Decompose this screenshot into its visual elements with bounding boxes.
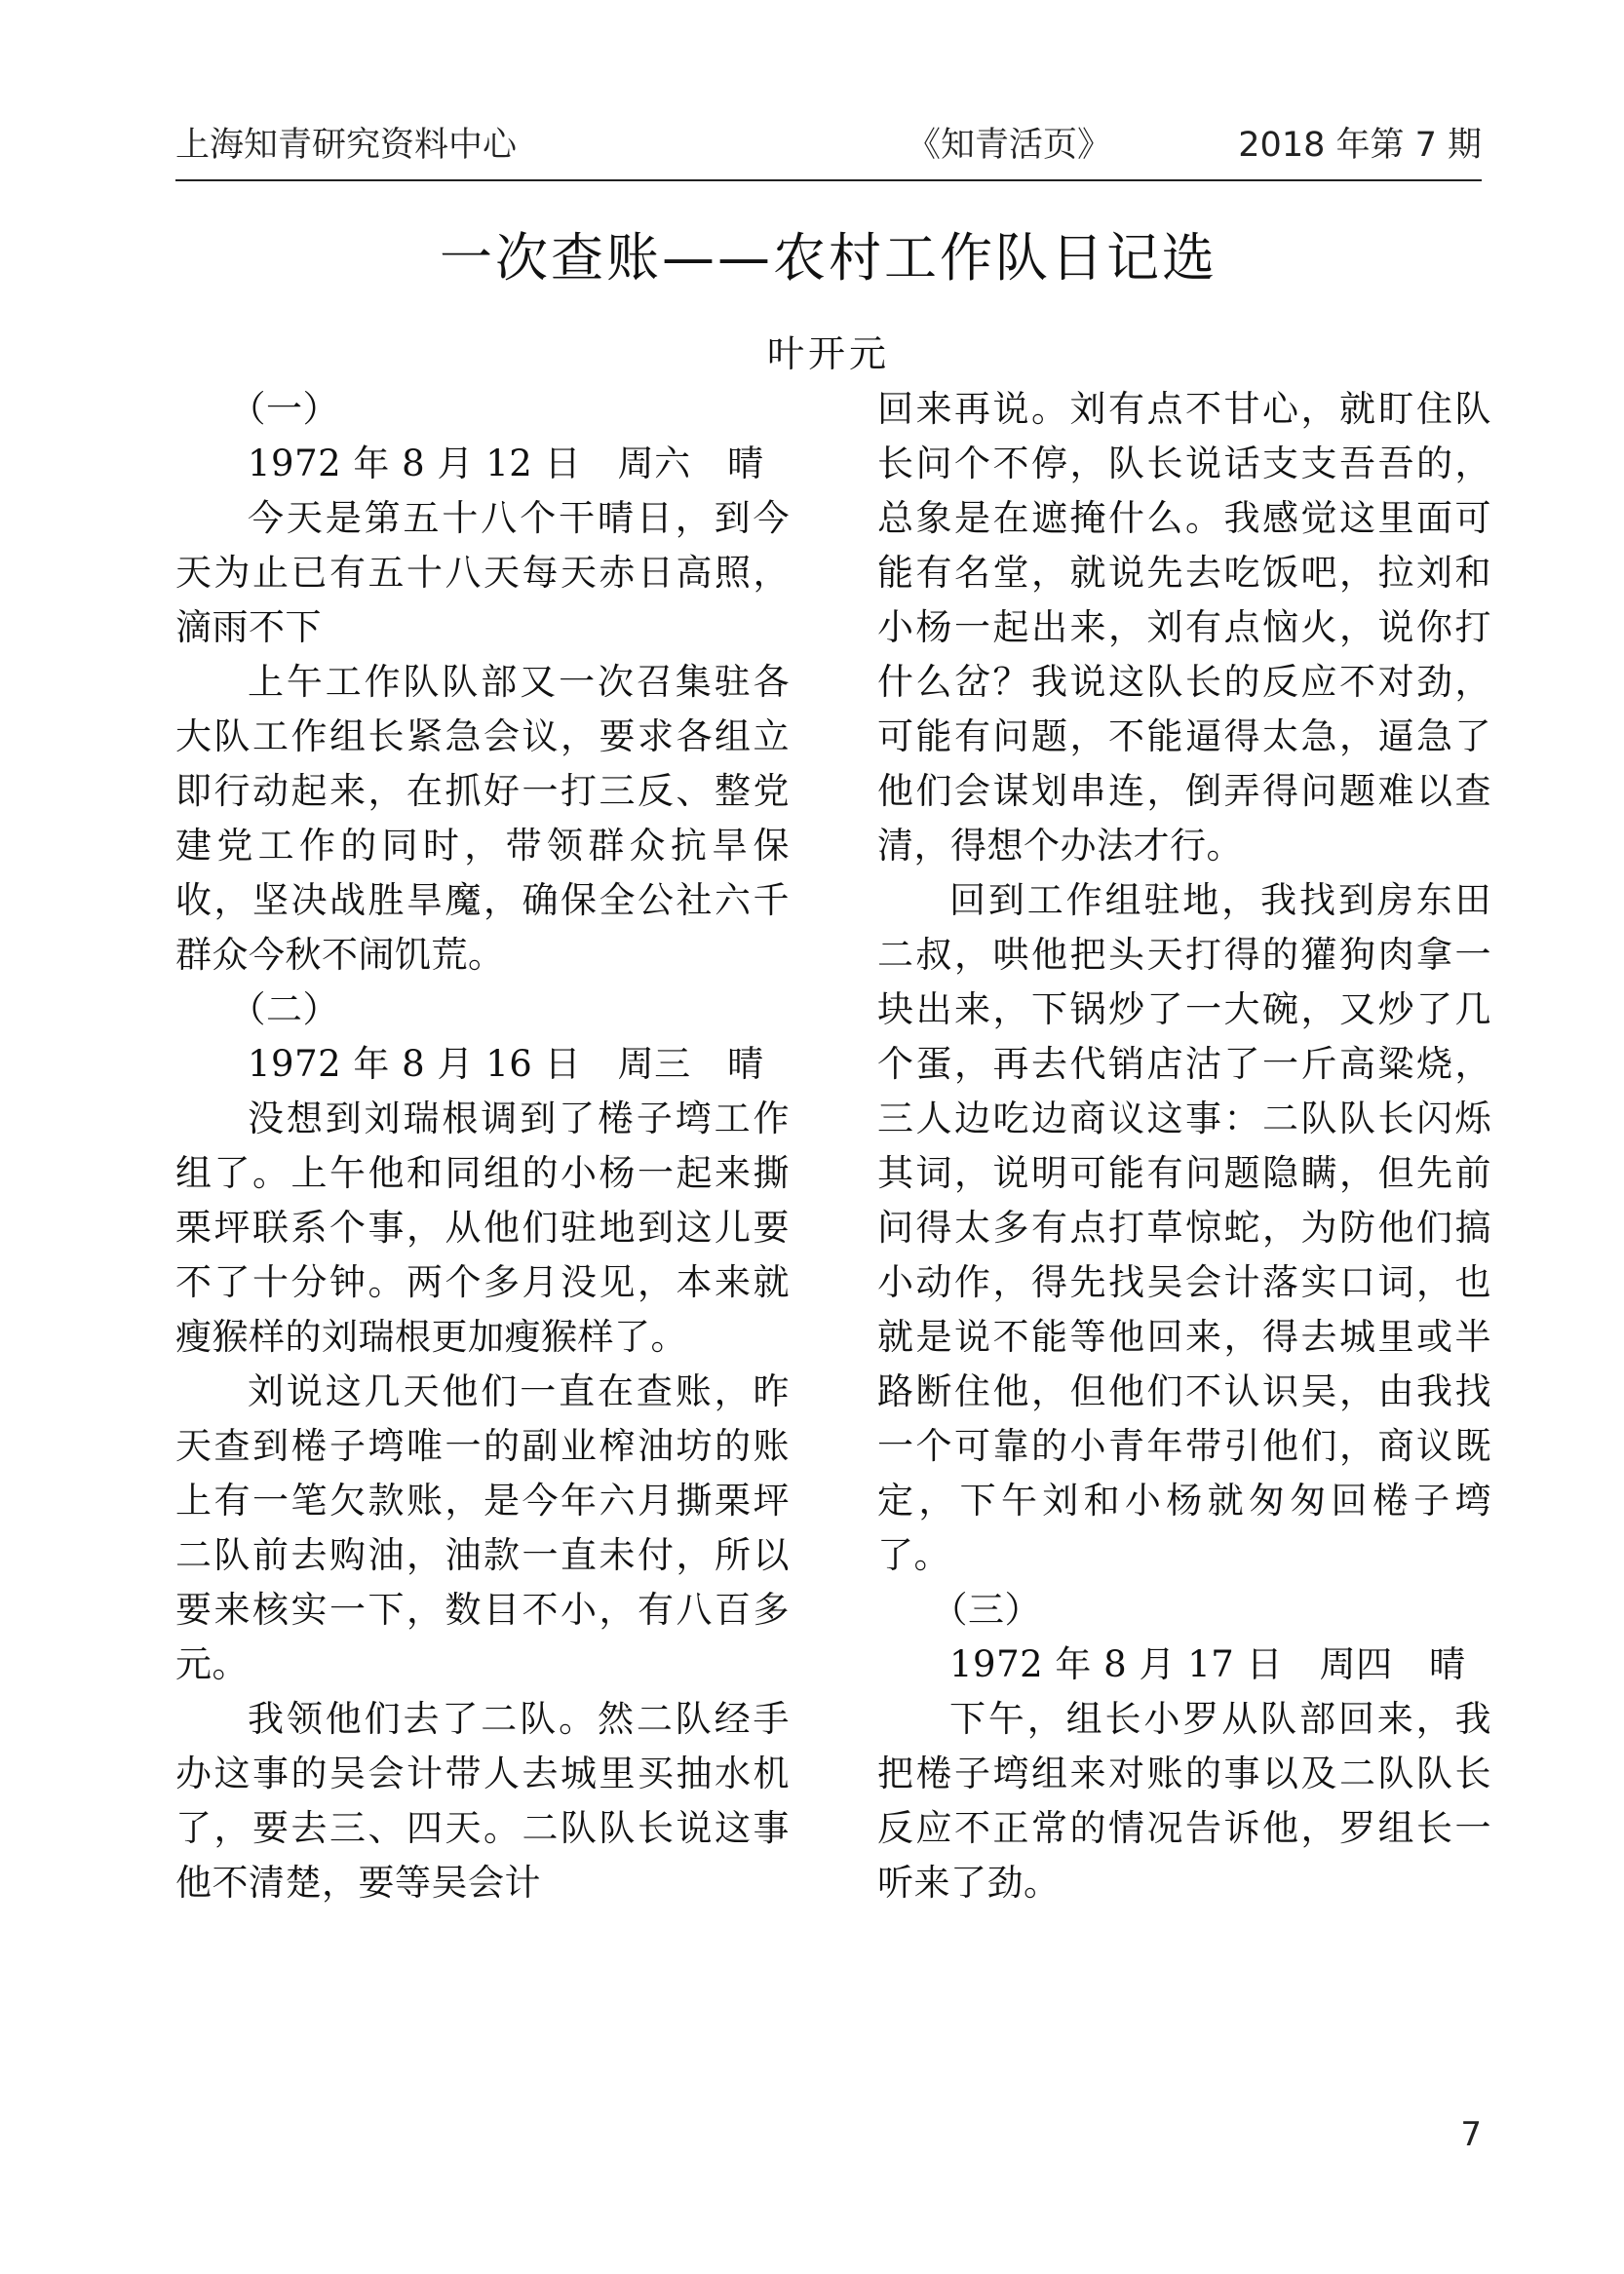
section-heading: （一）: [229, 388, 339, 430]
page-number: 7: [1460, 2115, 1482, 2154]
paragraph: 我领他们去了二队。然二队经手办这事的吴会计带人去城里买抽水机了，要去三、四天。二队队长说这事他不清楚，要等吴会计: [175, 1698, 790, 1904]
header-issue: 2018 年第 7 期: [1238, 126, 1482, 165]
paragraph-continued: 回来再说。刘有点不甘心，就盯住队长问个不停，队长说话支支吾吾的，总象是在遮掩什么。我感觉这里面可能有名堂，就说先去吃饭吧，拉刘和小杨一起出来，刘有点恼火，说你打什么岔？我说这队长的反应不对劲，可能有问题，不能逼得太急，逼急了他们会谋划串连，倒弄得问题难以查清，得想个办法才行。: [877, 388, 1491, 867]
diary-date: 1972 年 8 月 17 日 周四 晴: [949, 1643, 1466, 1685]
diary-date: 1972 年 8 月 12 日 周六 晴: [248, 443, 764, 484]
paragraph: 回到工作组驻地，我找到房东田二叔，哄他把头天打得的獾狗肉拿一块出来，下锅炒了一大碗，又炒了几个蛋，再去代销店沽了一斤高粱烧，三人边吃边商议这事：二队队长闪烁其词，说明可能有问题隐瞒，但先前问得太多有点打草惊蛇，为防他们搞小动作，得先找吴会计落实口词，也就是说不能等他回来，得去城里或半路断住他，但他们不认识吴，由我找一个可靠的小青年带引他们，商议既定，下午刘和小杨就匆匆回棬子塆了。: [877, 879, 1491, 1576]
section-heading: （三）: [931, 1589, 1041, 1631]
header-organization: 上海知青研究资料中心: [175, 126, 518, 165]
header-publication: 《知青活页》: [907, 126, 1112, 165]
paragraph: 没想到刘瑞根调到了棬子塆工作组了。上午他和同组的小杨一起来撕栗坪联系个事，从他们驻地到这儿要不了十分钟。两个多月没见，本来就瘦猴样的刘瑞根更加瘦猴样了。: [175, 1098, 790, 1358]
left-column: [175, 382, 790, 1910]
header-rule: [175, 179, 1482, 181]
paragraph: 下午，组长小罗从队部回来，我把棬子塆组来对账的事以及二队队长反应不正常的情况告诉他，罗组长一听来了劲。: [877, 1698, 1491, 1904]
article-author: 叶开元: [766, 332, 890, 375]
section-heading: （二）: [229, 988, 339, 1030]
paragraph: 今天是第五十八个干晴日，到今天为止已有五十八天每天赤日高照，滴雨不下: [175, 497, 790, 648]
right-column: [877, 382, 1491, 1910]
paragraph: 刘说这几天他们一直在查账，昨天查到棬子塆唯一的副业榨油坊的账上有一笔欠款账，是今年六月撕栗坪二队前去购油，油款一直未付，所以要来核实一下，数目不小，有八百多元。: [175, 1370, 790, 1685]
running-header: [175, 115, 1482, 170]
paragraph: 上午工作队队部又一次召集驻各大队工作组长紧急会议，要求各组立即行动起来，在抓好一打三反、整党建党工作的同时，带领群众抗旱保收，坚决战胜旱魔，确保全公社六千群众今秋不闹饥荒。: [175, 661, 790, 976]
diary-date: 1972 年 8 月 16 日 周三 晴: [248, 1043, 764, 1085]
article-title: 一次查账——农村工作队日记选: [440, 227, 1218, 289]
